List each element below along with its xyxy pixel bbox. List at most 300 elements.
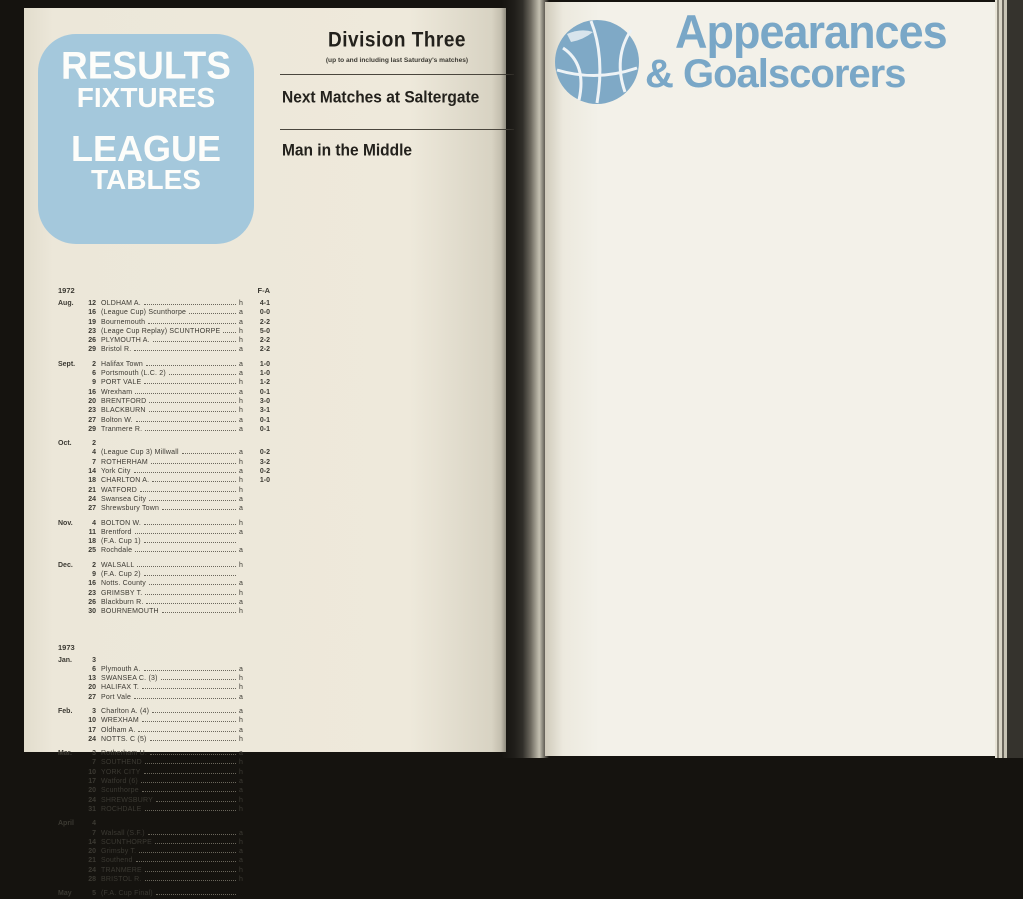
dotted-leader: [148, 323, 236, 324]
fixture-venue: a: [239, 787, 243, 795]
dotted-leader: [141, 782, 236, 783]
fixture-opponent: Grimsby T.: [101, 848, 137, 856]
fixture-opponent: Port Vale: [101, 693, 132, 701]
next-matches-title: Next Matches at Saltergate: [282, 88, 480, 107]
fixture-month: Oct.: [58, 440, 72, 448]
fixture-day: 28: [88, 876, 96, 884]
fixture-score: 0-2: [259, 468, 270, 476]
division-three-subtitle: (up to and including last Saturday's matches): [325, 57, 469, 64]
fixture-opponent: Portsmouth (L.C. 2): [101, 370, 166, 378]
fixture-day: 23: [88, 589, 96, 597]
fixture-venue: a: [239, 346, 243, 354]
dotted-leader: [144, 575, 236, 576]
dotted-leader: [144, 542, 236, 543]
fixture-opponent: Bristol R.: [101, 346, 132, 354]
fixtures-year-header: [58, 286, 270, 295]
dotted-leader: [156, 894, 236, 895]
dotted-leader: [223, 332, 236, 333]
fixture-venue: a: [239, 318, 243, 326]
dotted-leader: [137, 566, 236, 567]
dotted-leader: [153, 341, 236, 342]
fixture-month: April: [58, 820, 74, 828]
fixture-opponent: Wrexham: [101, 388, 133, 396]
dotted-leader: [144, 773, 236, 774]
fixture-row: [58, 707, 270, 716]
dotted-leader: [146, 365, 236, 366]
fixture-row: [58, 397, 270, 406]
fixture-venue: a: [239, 750, 243, 758]
fixture-day: 10: [88, 717, 96, 725]
fixture-day: 18: [88, 538, 96, 546]
fixture-row: [58, 318, 270, 327]
fixture-day: 20: [88, 787, 96, 795]
fixture-opponent: Watford (6): [101, 778, 138, 786]
fixture-day: 24: [88, 735, 96, 743]
fixture-opponent: ROTHERHAM: [101, 458, 148, 466]
fixture-row: [58, 546, 270, 555]
fixture-score: 1-0: [259, 370, 270, 378]
fixture-venue: a: [239, 693, 243, 701]
fixture-opponent: Plymouth A.: [101, 665, 141, 673]
appearances-goalscorers-title: [645, 4, 993, 96]
fixture-opponent: Rotherham U.: [101, 750, 147, 758]
fixture-opponent: Rochdale: [101, 547, 133, 555]
dotted-leader: [169, 374, 236, 375]
fixture-opponent: Halifax Town: [101, 360, 143, 368]
fixture-day: 23: [88, 407, 96, 415]
fixture-venue: a: [239, 370, 243, 378]
section-divider: [280, 129, 514, 130]
fixture-month: Aug.: [58, 300, 74, 307]
fixture-month: Nov.: [58, 519, 73, 527]
fixture-score: 1-0: [259, 360, 270, 368]
fixture-month: Feb.: [58, 707, 73, 715]
fixture-row: [58, 579, 270, 588]
dotted-leader: [134, 350, 236, 351]
fixture-day: 24: [88, 866, 96, 874]
fixture-score: 4-1: [259, 300, 270, 307]
fixture-day: 9: [92, 571, 96, 579]
dotted-leader: [134, 472, 236, 473]
fixture-row: [58, 561, 270, 570]
fixture-row: [58, 345, 270, 354]
fixtures-year-header: [58, 643, 270, 652]
dotted-leader: [142, 688, 236, 689]
fixture-day: 16: [88, 580, 96, 588]
dotted-leader: [136, 861, 236, 862]
fixture-day: 30: [88, 608, 96, 616]
book-spine-shadow: [501, 0, 549, 758]
fixture-venue: a: [239, 505, 243, 513]
fixture-month: Sept.: [58, 360, 76, 368]
dotted-leader: [156, 801, 236, 802]
fixture-venue: a: [239, 848, 243, 856]
dotted-leader: [149, 500, 236, 501]
fixture-venue: h: [239, 477, 243, 485]
fixture-day: 20: [88, 848, 96, 856]
fixture-row: [58, 866, 270, 875]
dotted-leader: [149, 411, 236, 412]
dotted-leader: [145, 871, 236, 872]
fixture-opponent: SWANSEA C. (3): [101, 675, 158, 683]
centre-column: [280, 16, 514, 168]
fixture-venue: a: [239, 857, 243, 865]
fixture-venue: a: [239, 528, 243, 536]
fixture-venue: a: [239, 309, 243, 317]
fixture-day: 13: [88, 675, 96, 683]
fixture-row: [58, 504, 270, 513]
fixture-venue: h: [239, 519, 243, 527]
fixture-score: 1-2: [259, 379, 270, 387]
fixture-row: [58, 570, 270, 579]
fixture-opponent: Bournemouth: [101, 318, 146, 326]
fixture-venue: h: [239, 759, 243, 767]
fixture-opponent: Notts. County: [101, 580, 147, 588]
dotted-leader: [145, 594, 236, 595]
fixture-opponent: Swansea City: [101, 495, 147, 503]
fixture-row: [58, 665, 270, 674]
fixture-day: 24: [88, 796, 96, 804]
fixture-row: [58, 458, 270, 467]
fixture-opponent: BLACKBURN: [101, 407, 146, 415]
fixture-venue: h: [239, 608, 243, 616]
fixture-opponent: Oldham A.: [101, 726, 136, 734]
fixture-opponent: BOURNEMOUTH: [101, 608, 159, 616]
fixture-row: [58, 847, 270, 856]
fixture-day: 24: [88, 495, 96, 503]
fixture-opponent: Southend: [101, 857, 133, 865]
fixture-venue: h: [239, 458, 243, 466]
fixture-day: 6: [92, 665, 96, 673]
fixture-day: 14: [88, 468, 96, 476]
dotted-leader: [155, 843, 236, 844]
dotted-leader: [144, 383, 236, 384]
dotted-leader: [142, 791, 236, 792]
fixture-opponent: Walsall (S.F.): [101, 829, 145, 837]
fixture-day: 29: [88, 346, 96, 354]
fixture-venue: h: [239, 684, 243, 692]
fixture-day: 20: [88, 397, 96, 405]
fixture-row: [58, 308, 270, 317]
fixture-opponent: WALSALL: [101, 561, 135, 569]
fixture-venue: h: [239, 876, 243, 884]
fixture-row: [58, 327, 270, 336]
fixture-opponent: BRISTOL R.: [101, 876, 142, 884]
fixture-opponent: (Leage Cup Replay) SCUNTHORPE: [101, 327, 221, 335]
fixture-score: 0-1: [259, 425, 270, 433]
logo-line-tables: TABLES: [91, 164, 201, 195]
fixture-venue: a: [239, 665, 243, 673]
fixture-month: Jan.: [58, 656, 73, 664]
fixture-opponent: (League Cup) Scunthorpe: [101, 309, 187, 317]
fixture-venue: a: [239, 468, 243, 476]
fixture-row: [58, 683, 270, 692]
fixture-row: [58, 819, 270, 828]
fixture-row: [58, 425, 270, 434]
fixture-score: 3-1: [259, 407, 270, 415]
dotted-leader: [152, 712, 236, 713]
fixture-day: 17: [88, 726, 96, 734]
fixture-day: 20: [88, 684, 96, 692]
man-in-middle-title: Man in the Middle: [282, 141, 413, 160]
fixture-venue: a: [239, 449, 243, 457]
fixture-venue: a: [239, 495, 243, 503]
next-matches-section: [280, 89, 514, 107]
dotted-leader: [162, 612, 236, 613]
fixture-month: Mar.: [58, 750, 73, 758]
fixture-day: 21: [88, 857, 96, 865]
fixture-opponent: ROCHDALE: [101, 805, 142, 813]
dotted-leader: [136, 421, 236, 422]
fixture-opponent: Blackburn R.: [101, 598, 144, 606]
dotted-leader: [145, 430, 236, 431]
results-fixtures-logo: [38, 34, 254, 244]
fixture-row: [58, 336, 270, 345]
fixture-row: [58, 777, 270, 786]
fixture-row: [58, 476, 270, 485]
fixture-score: 3-0: [259, 397, 270, 405]
fixture-day: 4: [92, 519, 96, 527]
fixture-day: 7: [92, 829, 96, 837]
fixture-venue: a: [239, 388, 243, 396]
fixture-venue: h: [239, 327, 243, 335]
fixture-venue: h: [239, 768, 243, 776]
dotted-leader: [182, 453, 236, 454]
title-line-1: Appearances: [675, 4, 947, 59]
fixture-day: 21: [88, 486, 96, 494]
fixture-venue: a: [239, 726, 243, 734]
fixture-score: 2-2: [259, 318, 270, 326]
fixture-venue: a: [239, 416, 243, 424]
dotted-leader: [135, 551, 236, 552]
fixture-row: [58, 758, 270, 767]
fixture-row: [58, 656, 270, 665]
dotted-leader: [134, 698, 236, 699]
dotted-leader: [148, 834, 236, 835]
fixture-venue: h: [239, 675, 243, 683]
fixture-day: 16: [88, 309, 96, 317]
fixture-venue: a: [239, 425, 243, 433]
fixture-day: 3: [92, 750, 96, 758]
dotted-leader: [144, 524, 236, 525]
fixture-row: [58, 406, 270, 415]
fixture-row: [58, 486, 270, 495]
fixtures-fa-header: F-A: [257, 286, 270, 295]
fixture-day: 10: [88, 768, 96, 776]
fixture-venue: a: [239, 598, 243, 606]
fixture-day: 3: [92, 656, 96, 664]
fixture-row: [58, 786, 270, 795]
fixture-venue: h: [239, 561, 243, 569]
fixture-opponent: (F.A. Cup 1): [101, 538, 141, 546]
fixture-month: Dec.: [58, 561, 73, 569]
fixture-venue: a: [239, 580, 243, 588]
fixture-row: [58, 693, 270, 702]
fixture-score: 0-1: [259, 416, 270, 424]
dotted-leader: [151, 463, 236, 464]
fixture-day: 2: [92, 360, 96, 368]
fixture-day: 29: [88, 425, 96, 433]
fixture-score: 5-0: [259, 327, 270, 335]
dotted-leader: [152, 481, 236, 482]
fixture-day: 27: [88, 416, 96, 424]
dotted-leader: [135, 393, 236, 394]
fixture-row: [58, 674, 270, 683]
fixture-month: May: [58, 890, 72, 898]
fixture-opponent: SCUNTHORPE: [101, 838, 153, 846]
fixture-venue: a: [239, 360, 243, 368]
fixture-row: [58, 299, 270, 308]
fixture-opponent: GRIMSBY T.: [101, 589, 143, 597]
fixture-opponent: Scunthorpe: [101, 787, 139, 795]
fixture-row: [58, 768, 270, 777]
football-icon: [553, 18, 641, 111]
fixture-row: [58, 528, 270, 537]
fixture-score: 0-1: [259, 388, 270, 396]
fixture-row: [58, 716, 270, 725]
fixture-opponent: Tranmere R.: [101, 425, 143, 433]
fixture-row: [58, 439, 270, 448]
fixture-day: 27: [88, 505, 96, 513]
fixture-row: [58, 416, 270, 425]
fixture-opponent: PLYMOUTH A.: [101, 337, 150, 345]
fixture-row: [58, 607, 270, 616]
fixture-venue: h: [239, 589, 243, 597]
fixture-score: 3-2: [259, 458, 270, 466]
fixture-day: 4: [92, 820, 96, 828]
fixture-opponent: (F.A. Cup 2): [101, 571, 141, 579]
fixture-opponent: CHARLTON A.: [101, 477, 150, 485]
fixture-day: 25: [88, 547, 96, 555]
fixture-row: [58, 856, 270, 865]
title-line-2: & Goalscorers: [645, 52, 906, 96]
logo-line-results: RESULTS: [61, 43, 231, 87]
fixture-row: [58, 796, 270, 805]
fixture-venue: h: [239, 717, 243, 725]
fixture-day: 17: [88, 778, 96, 786]
fixture-day: 6: [92, 370, 96, 378]
dotted-leader: [149, 402, 236, 403]
fixture-venue: a: [239, 829, 243, 837]
dotted-leader: [145, 880, 236, 881]
fixture-score: 2-2: [259, 337, 270, 345]
fixture-row: [58, 838, 270, 847]
fixture-venue: a: [239, 707, 243, 715]
fixture-row: [58, 369, 270, 378]
fixture-day: 2: [92, 440, 96, 448]
fixture-day: 12: [88, 300, 96, 307]
fixture-opponent: HALIFAX T.: [101, 684, 140, 692]
right-page: [545, 2, 995, 756]
fixture-venue: h: [239, 300, 243, 307]
fixture-day: 31: [88, 805, 96, 813]
fixture-score: 2-2: [259, 346, 270, 354]
fixture-venue: a: [239, 547, 243, 555]
fixture-opponent: SOUTHEND: [101, 759, 142, 767]
dotted-leader: [161, 679, 236, 680]
fixture-row: [58, 829, 270, 838]
fixture-opponent: Charlton A. (4): [101, 707, 150, 715]
fixture-opponent: NOTTS. C (5): [101, 735, 147, 743]
dotted-leader: [150, 740, 236, 741]
dotted-leader: [146, 603, 236, 604]
fixture-score: 0-2: [259, 449, 270, 457]
dotted-leader: [150, 754, 236, 755]
fixture-opponent: Shrewsbury Town: [101, 505, 160, 513]
fixture-venue: a: [239, 778, 243, 786]
fixture-day: 2: [92, 561, 96, 569]
fixture-venue: h: [239, 407, 243, 415]
fixture-row: [58, 875, 270, 884]
fixture-venue: h: [239, 805, 243, 813]
dotted-leader: [142, 721, 236, 722]
fixture-opponent: WREXHAM: [101, 717, 139, 725]
section-divider: [280, 74, 514, 75]
logo-line-fixtures: FIXTURES: [76, 82, 216, 113]
page-stack-edges: [995, 0, 1023, 758]
fixture-venue: h: [239, 796, 243, 804]
fixture-row: [58, 805, 270, 814]
fixture-opponent: OLDHAM A.: [101, 300, 141, 307]
fixture-row: [58, 360, 270, 369]
fixture-opponent: BOLTON W.: [101, 519, 142, 527]
dotted-leader: [139, 852, 236, 853]
fixture-venue: h: [239, 337, 243, 345]
fixture-opponent: (League Cup 3) Millwall: [101, 449, 179, 457]
fixture-opponent: WATFORD: [101, 486, 138, 494]
fixture-venue: h: [239, 838, 243, 846]
fixture-opponent: Bolton W.: [101, 416, 133, 424]
fixture-day: 26: [88, 598, 96, 606]
fixture-day: 4: [92, 449, 96, 457]
fixture-opponent: SHREWSBURY: [101, 796, 154, 804]
fixture-day: 19: [88, 318, 96, 326]
fixture-row: [58, 537, 270, 546]
fixture-venue: h: [239, 486, 243, 494]
fixture-venue: h: [239, 735, 243, 743]
dotted-leader: [149, 584, 236, 585]
fixture-score: 1-0: [259, 477, 270, 485]
fixture-row: [58, 519, 270, 528]
fixture-day: 23: [88, 327, 96, 335]
fixture-opponent: BRENTFORD: [101, 397, 147, 405]
dotted-leader: [145, 810, 237, 811]
logo-line-league: LEAGUE: [70, 128, 221, 169]
fixture-day: 7: [92, 759, 96, 767]
fixture-opponent: PORT VALE: [101, 379, 142, 387]
fixture-row: [58, 598, 270, 607]
fixture-day: 7: [92, 458, 96, 466]
fixture-opponent: Brentford: [101, 528, 132, 536]
fixture-row: [58, 735, 270, 744]
fixture-row: [58, 378, 270, 387]
fixture-row: [58, 589, 270, 598]
fixture-row: [58, 495, 270, 504]
fixture-day: 27: [88, 693, 96, 701]
fixture-row: [58, 448, 270, 457]
dotted-leader: [144, 670, 236, 671]
dotted-leader: [144, 304, 236, 305]
fixture-row: [58, 388, 270, 397]
fixtures-list: [58, 286, 270, 899]
fixture-opponent: YORK CITY: [101, 768, 141, 776]
fixture-day: 26: [88, 337, 96, 345]
fixture-day: 16: [88, 388, 96, 396]
fixture-score: 0-0: [259, 309, 270, 317]
fixtures-year: 1972: [58, 286, 75, 295]
fixture-opponent: York City: [101, 468, 131, 476]
dotted-leader: [145, 763, 236, 764]
